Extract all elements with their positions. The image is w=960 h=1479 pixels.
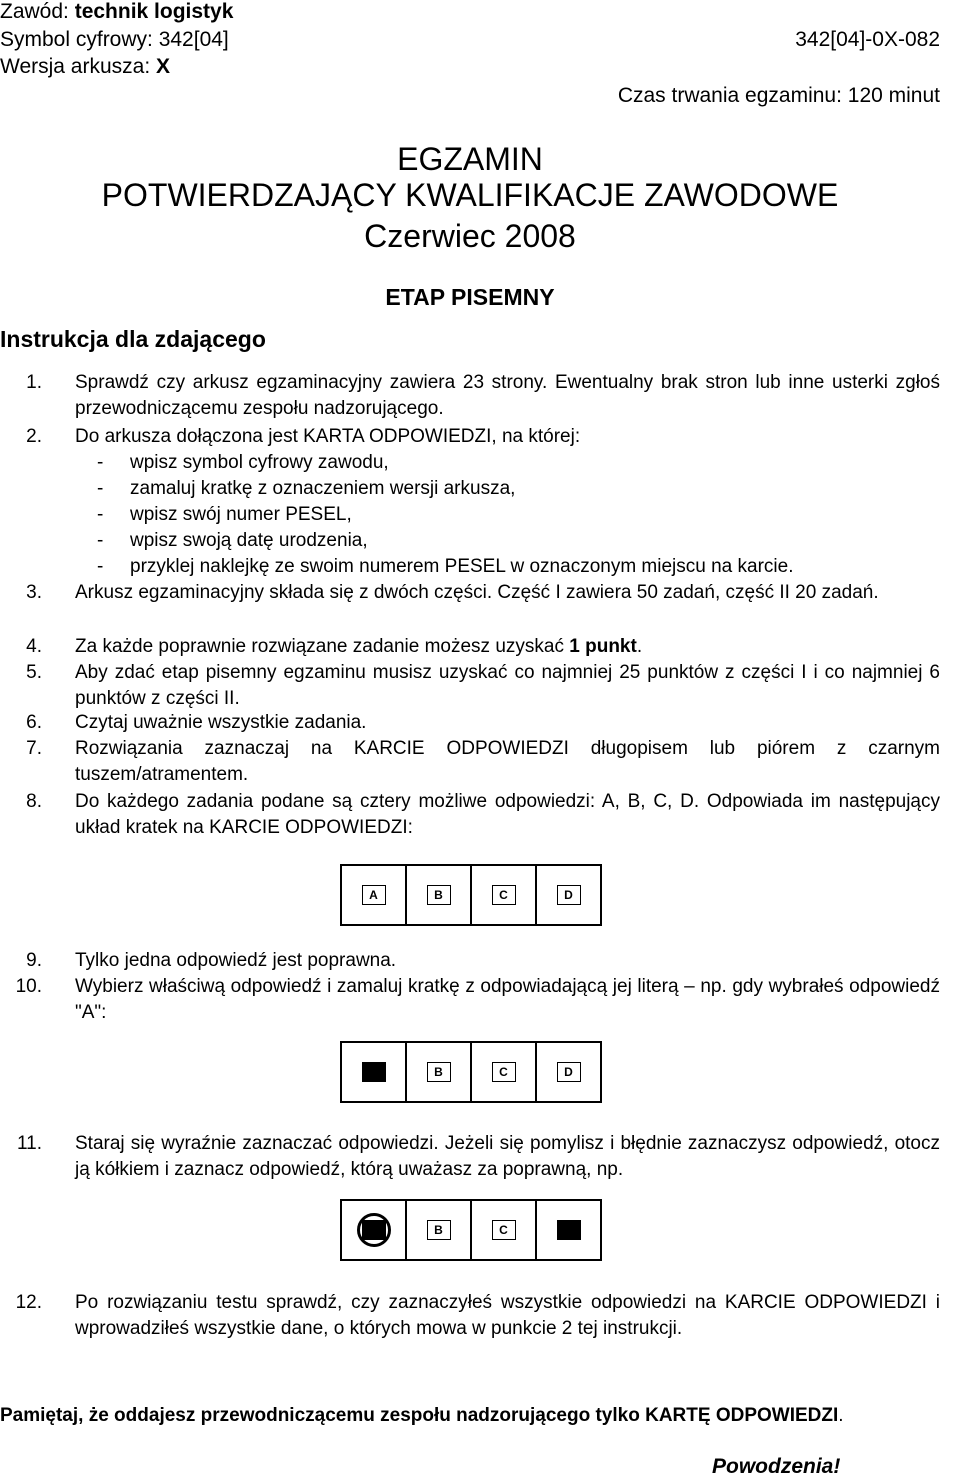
item-number-2: 2. <box>26 426 42 447</box>
answer-box-c: C <box>492 885 516 905</box>
version-label: Wersja arkusza: <box>0 55 156 78</box>
item-text-7: Rozwiązania zaznaczaj na KARCIE ODPOWIEDZI długopisem lub piórem z czarnym tuszem/atramentem. <box>75 738 940 785</box>
item-text-11: Staraj się wyraźnie zaznaczać odpowiedzi. Jeżeli się pomylisz i błędnie zaznaczysz odpowiedź, otocz ją kółkiem i zaznacz odpowiedź, którą uważasz za poprawną, np. <box>75 1133 940 1180</box>
correction-circle <box>357 1213 391 1247</box>
answer-box-d-filled: D <box>557 1220 581 1240</box>
answer-box-b: B <box>427 1062 451 1082</box>
answer-cell-c <box>472 1043 537 1101</box>
dash-4: - <box>97 530 104 551</box>
answer-box-c: C <box>492 1220 516 1240</box>
subitem-3: wpisz swój numer PESEL, <box>130 504 352 525</box>
item-number-10: 10. <box>15 976 42 997</box>
profession-value: technik logistyk <box>74 0 234 23</box>
good-luck: Powodzenia! <box>712 1455 841 1478</box>
subitem-2: zamaluj kratkę z oznaczeniem wersji arkusza, <box>130 478 516 499</box>
version-value: X <box>156 55 171 78</box>
item-number-8: 8. <box>26 791 42 812</box>
dash-3: - <box>97 504 104 525</box>
symbol-line <box>0 28 229 52</box>
answer-grid-example-3 <box>340 1199 602 1261</box>
item-number-7: 7. <box>26 738 42 759</box>
answer-box-a: A <box>362 885 386 905</box>
answer-cell-b <box>407 1201 472 1259</box>
item-text-1: Sprawdź czy arkusz egzaminacyjny zawiera 23 strony. Ewentualny brak stron lub inne usterki zgłoś przewodniczącemu zespołu nadzorującego. <box>75 372 940 419</box>
item-number-6: 6. <box>26 712 42 733</box>
stage-heading: ETAP PISEMNY <box>385 284 555 310</box>
item-text-4c: . <box>636 636 643 657</box>
item-number-9: 9. <box>26 950 42 971</box>
item-text-3: Arkusz egzaminacyjny składa się z dwóch części. Część I zawiera 50 zadań, część II 20 zadań. <box>75 582 879 603</box>
item-number-11: 11. <box>16 1133 42 1154</box>
profession-label: Zawód: <box>0 0 75 23</box>
item-text-10: Wybierz właściwą odpowiedź i zamaluj kratkę z odpowiadającą jej literą – np. gdy wybrałeś odpowiedź "A": <box>75 976 940 1023</box>
answer-box-b: B <box>427 885 451 905</box>
subitem-1: wpisz symbol cyfrowy zawodu, <box>130 452 389 473</box>
item-number-5: 5. <box>26 662 42 683</box>
profession-line <box>0 0 233 24</box>
answer-box-d: D <box>557 1062 581 1082</box>
answer-box-d: D <box>557 885 581 905</box>
answer-box-b: B <box>427 1220 451 1240</box>
title-line-1: EGZAMIN <box>397 141 543 177</box>
answer-cell-c <box>472 1201 537 1259</box>
item-number-3: 3. <box>26 582 42 603</box>
reminder-text <box>0 1403 940 1429</box>
item-number-4: 4. <box>26 636 42 657</box>
reminder-period: . <box>838 1405 844 1426</box>
reminder-bold: Pamiętaj, że oddajesz przewodniczącemu zespołu nadzorującego tylko KARTĘ ODPOWIEDZI <box>0 1405 839 1426</box>
answer-cell-c <box>472 866 537 924</box>
answer-cell-a <box>342 866 407 924</box>
answer-cell-b <box>407 1043 472 1101</box>
answer-cell-d-filled <box>537 1201 600 1259</box>
answer-grid-example-1 <box>340 864 602 926</box>
title-line-2: POTWIERDZAJĄCY KWALIFIKACJE ZAWODOWE <box>101 177 839 213</box>
item-text-4-points: 1 punkt <box>569 636 637 657</box>
item-text-5: Aby zdać etap pisemny egzaminu musisz uzyskać co najmniej 25 punktów z części I i co najmniej 6 punktów z części II. <box>75 662 940 709</box>
item-text-8: Do każdego zadania podane są cztery możliwe odpowiedzi: A, B, C, D. Odpowiada im następujący układ kratek na KARCIE ODPOWIEDZI: <box>75 791 940 838</box>
instruction-heading: Instrukcja dla zdającego <box>0 326 266 352</box>
item-text-6: Czytaj uważnie wszystkie zadania. <box>75 712 367 733</box>
item-text-2: Do arkusza dołączona jest KARTA ODPOWIEDZI, na której: <box>75 426 581 447</box>
item-text-12: Po rozwiązaniu testu sprawdź, czy zaznaczyłeś wszystkie odpowiedzi na KARCIE ODPOWIEDZI i wprowadziłeś wszystkie dane, o których mowa w punkcie 2 tej instrukcji. <box>75 1292 940 1339</box>
symbol-label: Symbol cyfrowy: <box>0 28 159 51</box>
answer-box-c: C <box>492 1062 516 1082</box>
item-text-9: Tylko jedna odpowiedź jest poprawna. <box>75 950 397 971</box>
answer-cell-d <box>537 866 600 924</box>
title-line-3: Czerwiec 2008 <box>364 218 576 254</box>
item-text-4a: Za każde poprawnie rozwiązane zadanie możesz uzyskać <box>75 636 570 657</box>
item-text-4 <box>75 634 940 660</box>
exam-code: 342[04]-0X-082 <box>795 28 940 51</box>
answer-box-a-filled: A <box>362 1062 386 1082</box>
dash-5: - <box>97 556 104 577</box>
answer-cell-a-filled <box>342 1043 407 1101</box>
answer-cell-a-circled <box>342 1201 407 1259</box>
version-line <box>0 55 170 79</box>
subitem-4: wpisz swoją datę urodzenia, <box>130 530 368 551</box>
exam-duration: Czas trwania egzaminu: 120 minut <box>617 84 940 107</box>
answer-grid-example-2 <box>340 1041 602 1103</box>
answer-box-a-circled: A <box>362 1220 386 1240</box>
dash-1: - <box>97 452 104 473</box>
item-number-12: 12. <box>15 1292 42 1313</box>
item-number-1: 1. <box>26 372 42 393</box>
subitem-5: przyklej naklejkę ze swoim numerem PESEL w oznaczonym miejscu na karcie. <box>130 556 794 577</box>
dash-2: - <box>97 478 104 499</box>
answer-cell-b <box>407 866 472 924</box>
answer-cell-d <box>537 1043 600 1101</box>
symbol-value: 342[04] <box>158 28 229 51</box>
